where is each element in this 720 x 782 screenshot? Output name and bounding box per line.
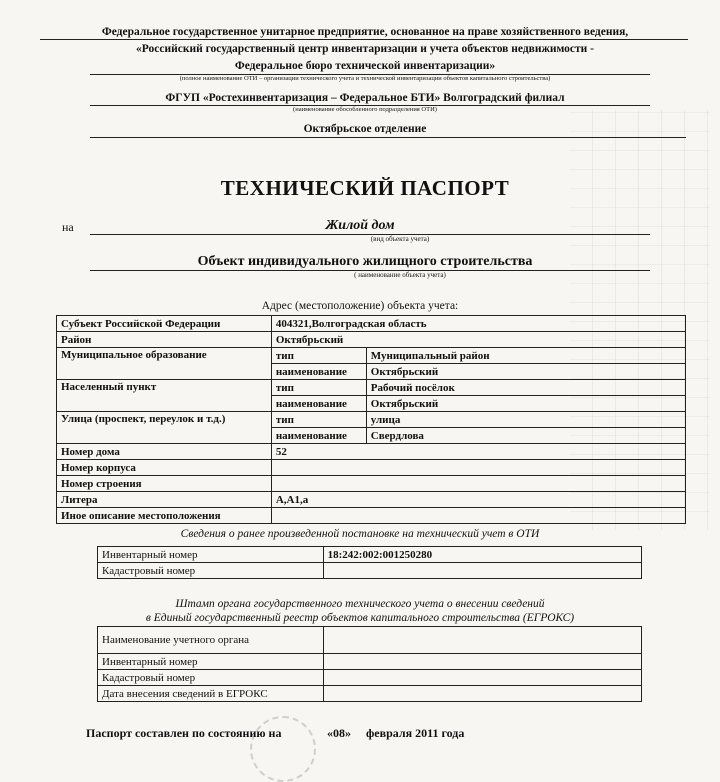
municipal-name-value: Октябрьский (366, 364, 685, 380)
district-value: Октябрьский (271, 332, 685, 348)
subject-label: Субъект Российской Федерации (57, 316, 272, 332)
stamp-date-label: Дата внесения сведений в ЕГРОКС (98, 686, 324, 702)
table-row (98, 686, 642, 702)
street-type-label: тип (271, 412, 366, 428)
prior-cadastral-label: Кадастровый номер (98, 563, 324, 579)
subject-value: 404321,Волгоградская область (271, 316, 685, 332)
address-table (56, 315, 686, 524)
table-row (98, 563, 642, 579)
litera-label: Литера (57, 492, 272, 508)
header-line-1: Федеральное государственное унитарное предприятие, основанное на праве хозяйственного ведения, (101, 26, 629, 38)
stamp-org-label: Наименование учетного органа (98, 627, 324, 654)
stamp-date-value (323, 686, 641, 702)
prior-cadastral-value (323, 563, 641, 579)
building-label: Номер строения (57, 476, 272, 492)
settlement-type-value: Рабочий посёлок (366, 380, 685, 396)
stamp-inventory-value (323, 654, 641, 670)
prior-inventory-label: Инвентарный номер (98, 547, 324, 563)
footer-month-year: февраля 2011 года (366, 726, 465, 740)
header-line-3: Федеральное бюро технической инвентаризации» (234, 60, 496, 72)
object-name-caption: ( наименование объекта учета) (354, 271, 446, 279)
stamp-caption-2: в Единый государственный реестр объектов капитального строительства (ЕГРОКС) (145, 612, 575, 624)
street-name-label: наименование (271, 428, 366, 444)
table-row (57, 316, 686, 332)
footer-text: Паспорт составлен по состоянию на (86, 726, 282, 740)
header-caption-2: (наименование обособленного подразделения ОТИ) (293, 106, 437, 113)
table-row (98, 670, 642, 686)
header-rule (90, 137, 686, 138)
corpus-value (271, 460, 685, 476)
corpus-label: Номер корпуса (57, 460, 272, 476)
litera-value: А,А1,а (271, 492, 685, 508)
table-row (98, 627, 642, 654)
stamp-inventory-label: Инвентарный номер (98, 654, 324, 670)
table-row (57, 476, 686, 492)
prior-registration-table (97, 546, 642, 579)
table-row (57, 460, 686, 476)
table-row (57, 380, 686, 396)
stamp-org-value (323, 627, 641, 654)
object-type: Жилой дом (325, 218, 395, 233)
table-row (98, 654, 642, 670)
header-rule (40, 39, 688, 40)
stamp-caption-1: Штамп органа государственного технического учета о внесении сведений (175, 598, 545, 610)
table-row (57, 412, 686, 428)
stamp-cadastral-label: Кадастровый номер (98, 670, 324, 686)
prior-registration-caption: Сведения о ранее произведенной постановке на технический учет в ОТИ (180, 528, 540, 540)
header-line-4: ФГУП «Ростехинвентаризация – Федеральное БТИ» Волгоградский филиал (165, 92, 565, 104)
municipal-type-value: Муниципальный район (366, 348, 685, 364)
other-location-label: Иное описание местоположения (57, 508, 272, 524)
municipal-label: Муниципальное образование (57, 348, 272, 380)
settlement-name-label: наименование (271, 396, 366, 412)
egroks-stamp-table (97, 626, 642, 702)
header-line-2: «Российский государственный центр инвентаризации и учета объектов недвижимости - (136, 43, 594, 55)
other-location-value (271, 508, 685, 524)
building-value (271, 476, 685, 492)
stamp-cadastral-value (323, 670, 641, 686)
street-type-value: улица (366, 412, 685, 428)
street-label: Улица (проспект, переулок и т.д.) (57, 412, 272, 444)
object-prefix: на (62, 220, 74, 234)
table-row (98, 547, 642, 563)
footer-day: «08» (327, 726, 351, 740)
table-row (57, 492, 686, 508)
settlement-name-value: Октябрьский (366, 396, 685, 412)
street-name-value: Свердлова (366, 428, 685, 444)
house-label: Номер дома (57, 444, 272, 460)
header-caption-1: (полное наименование ОТИ – организации технического учета и технической инвентаризации объектов капитального строительства) (179, 75, 551, 82)
table-row (57, 348, 686, 364)
table-row (57, 332, 686, 348)
prior-inventory-value: 18:242:002:001250280 (323, 547, 641, 563)
table-row (57, 444, 686, 460)
header-line-5: Октябрьское отделение (303, 123, 427, 135)
house-value: 52 (271, 444, 685, 460)
municipal-type-label: тип (271, 348, 366, 364)
settlement-label: Населенный пункт (57, 380, 272, 412)
table-row (57, 508, 686, 524)
settlement-type-label: тип (271, 380, 366, 396)
municipal-name-label: наименование (271, 364, 366, 380)
document-title: ТЕХНИЧЕСКИЙ ПАСПОРТ (220, 176, 510, 200)
object-type-caption: (вид объекта учета) (370, 235, 430, 243)
address-heading: Адрес (местоположение) объекта учета: (261, 300, 459, 312)
object-name: Объект индивидуального жилищного строительства (197, 254, 533, 269)
district-label: Район (57, 332, 272, 348)
